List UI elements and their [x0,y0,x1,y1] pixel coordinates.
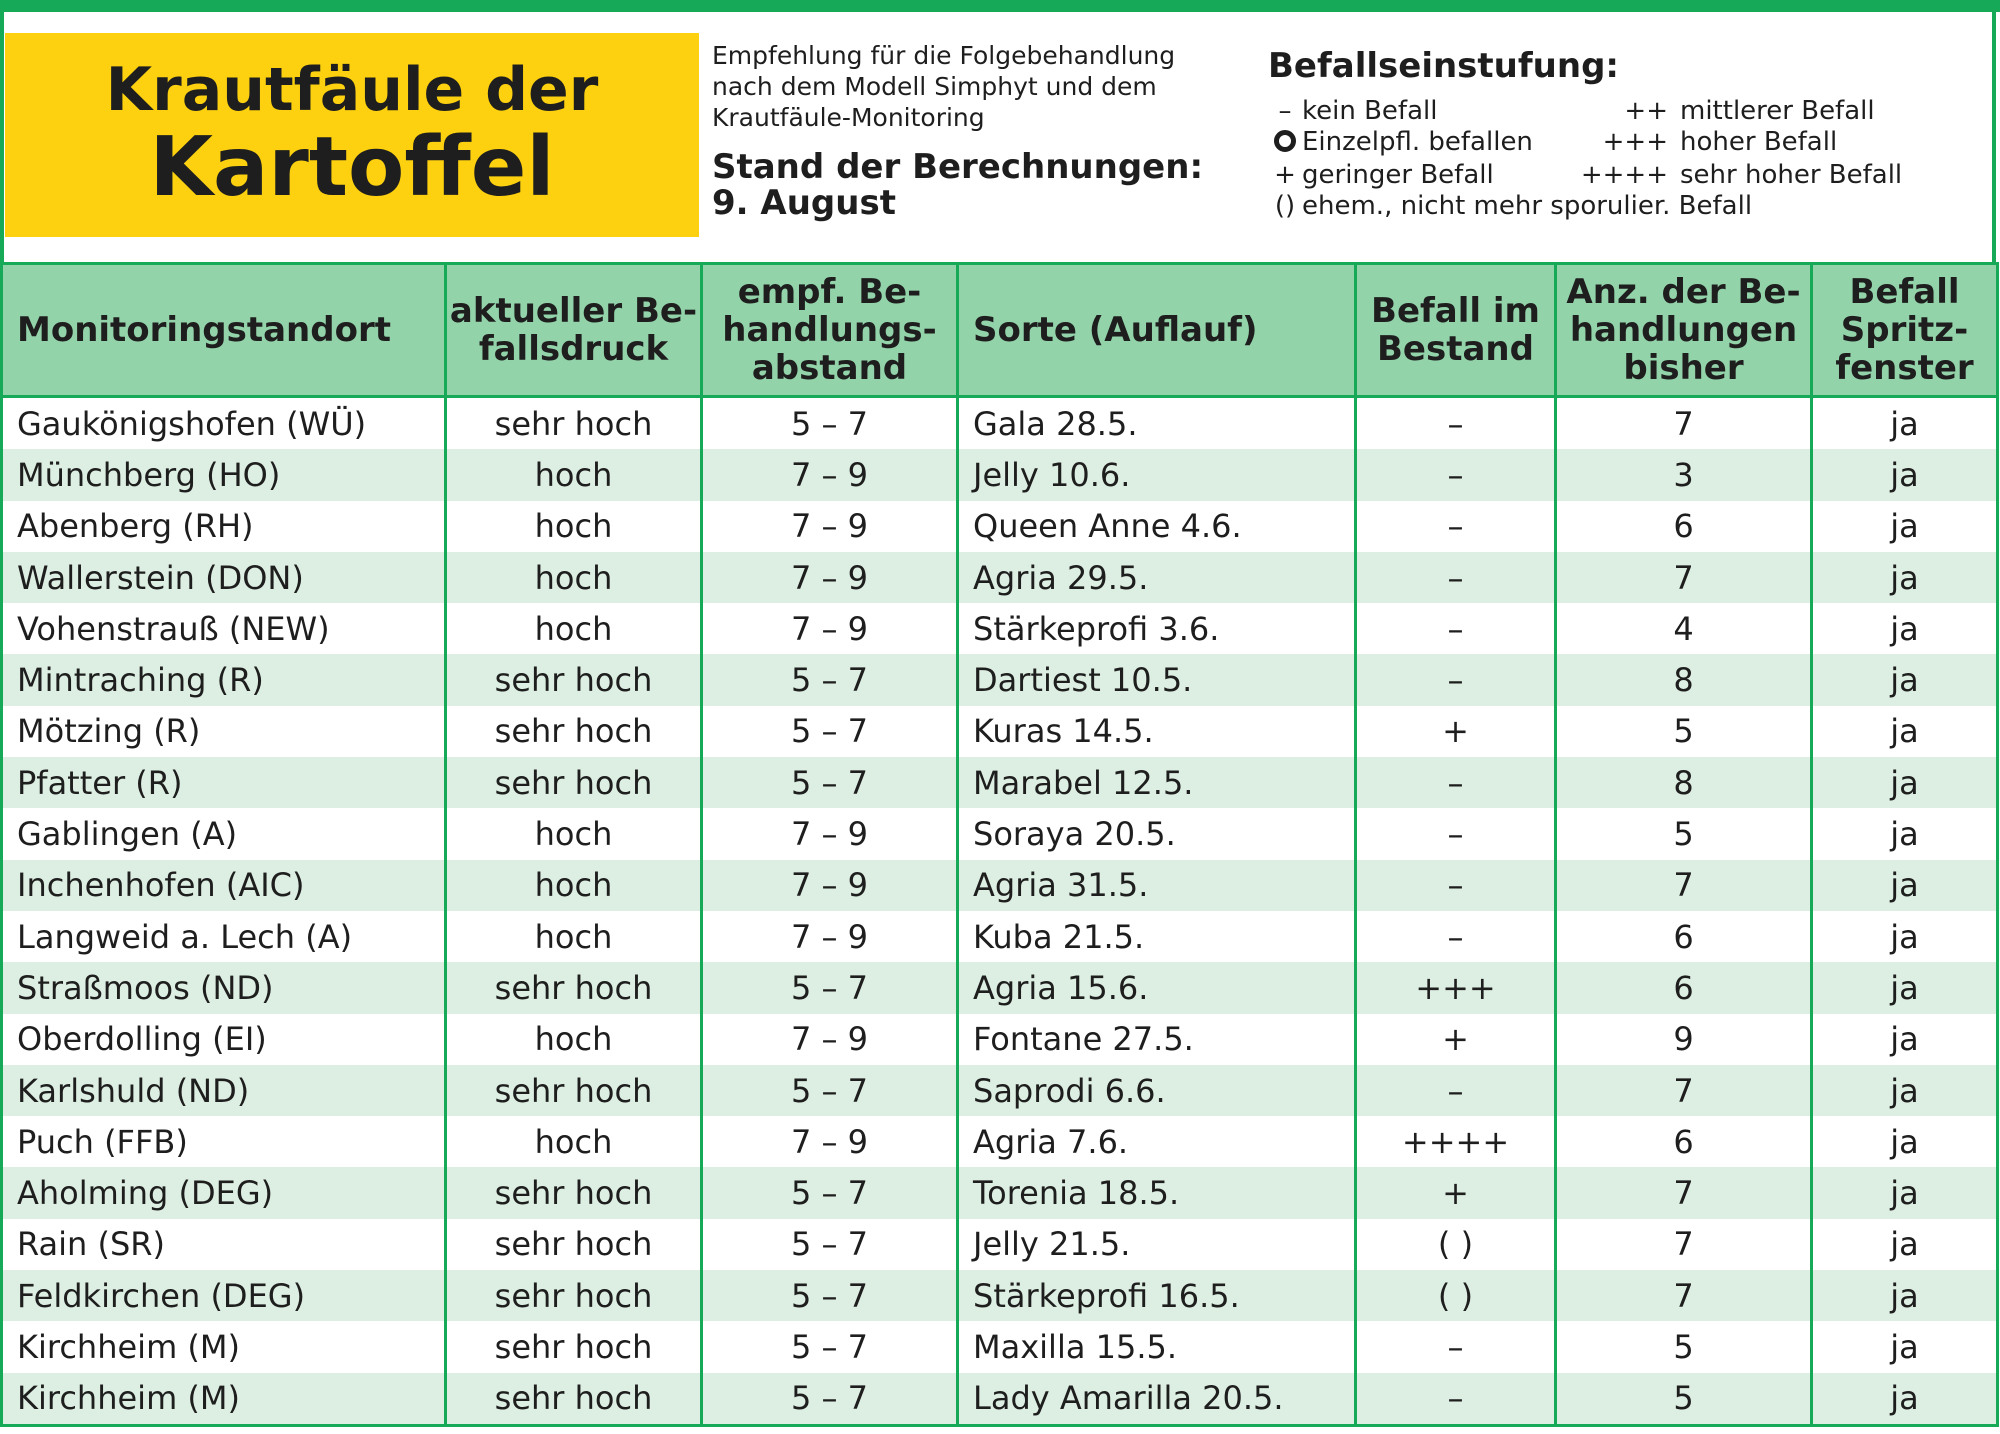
column-header-window: Befall Spritz- fenster [1812,264,1998,397]
cell-location: Münchberg (HO) [2,449,446,500]
legend-item [1268,127,1568,160]
title-box [5,33,699,237]
cell-infestation: – [1356,808,1556,859]
cell-pressure: sehr hoch [446,1321,702,1372]
table-row [2,1219,1998,1270]
cell-infestation: ( ) [1356,1219,1556,1270]
cell-variety: Saprodi 6.6. [958,1065,1356,1116]
legend-label: kein Befall [1302,96,1438,126]
cell-treatments: 7 [1556,552,1812,603]
cell-location: Straßmoos (ND) [2,962,446,1013]
table-header-row [2,264,1998,397]
info-lines [712,40,1212,133]
legend-item [1568,160,1988,191]
cell-interval: 7 – 9 [702,1116,958,1167]
cell-variety: Jelly 10.6. [958,449,1356,500]
cell-interval: 5 – 7 [702,1065,958,1116]
legend-label: ehem., nicht mehr sporulier. Befall [1302,191,1753,221]
cell-treatments: 9 [1556,1014,1812,1065]
table-row [2,911,1998,962]
cell-interval: 7 – 9 [702,808,958,859]
cell-variety: Lady Amarilla 20.5. [958,1373,1356,1426]
cell-window: ja [1812,1116,1998,1167]
cell-location: Inchenhofen (AIC) [2,860,446,911]
title-line-1: Krautfäule der [105,54,599,125]
cell-pressure: hoch [446,1116,702,1167]
cell-pressure: hoch [446,501,702,552]
table-row [2,603,1998,654]
cell-variety: Marabel 12.5. [958,757,1356,808]
cell-window: ja [1812,706,1998,757]
table-row [2,1065,1998,1116]
cell-location: Mötzing (R) [2,706,446,757]
table-row [2,1270,1998,1321]
cell-location: Gaukönigshofen (WÜ) [2,397,446,450]
cell-infestation: – [1356,757,1556,808]
legend-item [1268,96,1568,127]
table-body [2,397,1998,1426]
cell-pressure: hoch [446,911,702,962]
cell-pressure: hoch [446,552,702,603]
cell-location: Rain (SR) [2,1219,446,1270]
cell-interval: 7 – 9 [702,552,958,603]
cell-window: ja [1812,1065,1998,1116]
cell-location: Langweid a. Lech (A) [2,911,446,962]
cell-variety: Stärkeprofi 16.5. [958,1270,1356,1321]
cell-pressure: sehr hoch [446,397,702,450]
column-header-treatments: Anz. der Be- handlungen bisher [1556,264,1812,397]
cell-interval: 7 – 9 [702,603,958,654]
cell-interval: 5 – 7 [702,1373,958,1426]
cell-pressure: sehr hoch [446,1373,702,1426]
cell-window: ja [1812,757,1998,808]
cell-interval: 5 – 7 [702,1167,958,1218]
cell-treatments: 6 [1556,911,1812,962]
cell-variety: Agria 7.6. [958,1116,1356,1167]
legend-label: sehr hoher Befall [1680,160,1903,190]
cell-infestation: – [1356,654,1556,705]
cell-location: Feldkirchen (DEG) [2,1270,446,1321]
cell-infestation: ( ) [1356,1270,1556,1321]
table-row [2,501,1998,552]
cell-infestation: ++++ [1356,1116,1556,1167]
cell-pressure: sehr hoch [446,962,702,1013]
cell-infestation: – [1356,860,1556,911]
legend-symbol: +++ [1602,127,1668,157]
cell-pressure: hoch [446,603,702,654]
cell-treatments: 7 [1556,397,1812,450]
cell-pressure: hoch [446,860,702,911]
table-row [2,397,1998,450]
cell-treatments: 7 [1556,1270,1812,1321]
cell-interval: 5 – 7 [702,962,958,1013]
cell-interval: 5 – 7 [702,706,958,757]
column-header-variety: Sorte (Auflauf) [958,264,1356,397]
table-row [2,1167,1998,1218]
cell-variety: Soraya 20.5. [958,808,1356,859]
cell-interval: 7 – 9 [702,501,958,552]
cell-infestation: + [1356,706,1556,757]
cell-variety: Agria 31.5. [958,860,1356,911]
cell-pressure: sehr hoch [446,1219,702,1270]
cell-location: Kirchheim (M) [2,1373,446,1426]
cell-treatments: 5 [1556,1373,1812,1426]
cell-window: ja [1812,1270,1998,1321]
cell-location: Aholming (DEG) [2,1167,446,1218]
table-row [2,1014,1998,1065]
cell-treatments: 7 [1556,860,1812,911]
info-line: Empfehlung für die Folgebehandlung [712,41,1176,70]
cell-pressure: sehr hoch [446,1065,702,1116]
cell-infestation: – [1356,1321,1556,1372]
cell-interval: 5 – 7 [702,397,958,450]
cell-location: Pfatter (R) [2,757,446,808]
table-row [2,808,1998,859]
cell-location: Wallerstein (DON) [2,552,446,603]
cell-interval: 5 – 7 [702,654,958,705]
cell-infestation: + [1356,1167,1556,1218]
table-wrapper [0,262,1996,1427]
cell-variety: Jelly 21.5. [958,1219,1356,1270]
cell-variety: Fontane 27.5. [958,1014,1356,1065]
cell-pressure: hoch [446,1014,702,1065]
cell-pressure: sehr hoch [446,1270,702,1321]
cell-interval: 7 – 9 [702,1014,958,1065]
cell-location: Oberdolling (EI) [2,1014,446,1065]
cell-infestation: – [1356,1373,1556,1426]
cell-interval: 5 – 7 [702,1321,958,1372]
column-header-infestation: Befall im Bestand [1356,264,1556,397]
cell-window: ja [1812,808,1998,859]
cell-window: ja [1812,962,1998,1013]
cell-window: ja [1812,1014,1998,1065]
cell-infestation: – [1356,603,1556,654]
cell-window: ja [1812,397,1998,450]
legend-label: geringer Befall [1302,160,1494,190]
cell-window: ja [1812,654,1998,705]
cell-infestation: – [1356,911,1556,962]
legend-heading: Befallseinstufung: [1268,46,1620,86]
legend-item [1268,160,1568,191]
cell-window: ja [1812,860,1998,911]
cell-treatments: 6 [1556,1116,1812,1167]
cell-variety: Dartiest 10.5. [958,654,1356,705]
cell-treatments: 6 [1556,501,1812,552]
cell-interval: 7 – 9 [702,860,958,911]
cell-window: ja [1812,1321,1998,1372]
monitoring-table [0,262,1999,1427]
cell-infestation: – [1356,397,1556,450]
cell-location: Vohenstrauß (NEW) [2,603,446,654]
cell-window: ja [1812,449,1998,500]
cell-variety: Maxilla 15.5. [958,1321,1356,1372]
table-row [2,1321,1998,1372]
cell-window: ja [1812,911,1998,962]
cell-infestation: – [1356,449,1556,500]
circle-icon [1274,130,1296,152]
cell-treatments: 7 [1556,1065,1812,1116]
cell-variety: Torenia 18.5. [958,1167,1356,1218]
column-header-interval: empf. Be- handlungs- abstand [702,264,958,397]
cell-window: ja [1812,1219,1998,1270]
stand-date: 9. August [712,183,896,223]
cell-location: Puch (FFB) [2,1116,446,1167]
table-row [2,654,1998,705]
top-bar [0,0,2000,12]
cell-window: ja [1812,552,1998,603]
cell-pressure: sehr hoch [446,654,702,705]
title-line-2: Kartoffel [149,119,555,215]
cell-variety: Gala 28.5. [958,397,1356,450]
legend-label: Einzelpfl. befallen [1302,127,1533,157]
cell-treatments: 3 [1556,449,1812,500]
table-row [2,757,1998,808]
cell-pressure: hoch [446,449,702,500]
cell-pressure: sehr hoch [446,1167,702,1218]
cell-pressure: sehr hoch [446,757,702,808]
cell-treatments: 8 [1556,757,1812,808]
legend-symbol: ++++ [1580,160,1668,190]
legend-symbol: ++ [1624,96,1668,126]
cell-location: Gablingen (A) [2,808,446,859]
table-row [2,860,1998,911]
cell-treatments: 4 [1556,603,1812,654]
table-row [2,1373,1998,1426]
cell-variety: Agria 15.6. [958,962,1356,1013]
legend-symbol: + [1274,160,1296,190]
legend-label: mittlerer Befall [1680,96,1875,126]
cell-pressure: hoch [446,808,702,859]
legend-symbol: () [1274,191,1296,221]
cell-window: ja [1812,1373,1998,1426]
cell-treatments: 7 [1556,1219,1812,1270]
cell-window: ja [1812,1167,1998,1218]
cell-location: Karlshuld (ND) [2,1065,446,1116]
table-row [2,1116,1998,1167]
cell-treatments: 8 [1556,654,1812,705]
cell-treatments: 5 [1556,808,1812,859]
cell-treatments: 6 [1556,962,1812,1013]
column-header-location: Monitoringstandort [2,264,446,397]
cell-variety: Queen Anne 4.6. [958,501,1356,552]
info-line: Krautfäule-Monitoring [712,103,985,132]
cell-variety: Kuba 21.5. [958,911,1356,962]
cell-infestation: – [1356,552,1556,603]
legend-symbol: – [1278,96,1292,126]
info-line: nach dem Modell Simphyt und dem [712,72,1157,101]
cell-variety: Agria 29.5. [958,552,1356,603]
column-header-pressure: aktueller Be- fallsdruck [446,264,702,397]
legend-symbol-circle [1268,127,1302,160]
legend-grid [1268,96,1988,222]
cell-infestation: + [1356,1014,1556,1065]
cell-location: Mintraching (R) [2,654,446,705]
cell-treatments: 5 [1556,706,1812,757]
cell-treatments: 5 [1556,1321,1812,1372]
cell-location: Kirchheim (M) [2,1321,446,1372]
cell-variety: Kuras 14.5. [958,706,1356,757]
cell-interval: 5 – 7 [702,1219,958,1270]
legend-item [1568,127,1988,160]
cell-pressure: sehr hoch [446,706,702,757]
cell-interval: 7 – 9 [702,449,958,500]
cell-treatments: 7 [1556,1167,1812,1218]
table-row [2,706,1998,757]
legend-item [1268,191,1988,222]
cell-window: ja [1812,603,1998,654]
table-row [2,962,1998,1013]
cell-infestation: – [1356,1065,1556,1116]
legend-item [1568,96,1988,127]
table-row [2,449,1998,500]
cell-location: Abenberg (RH) [2,501,446,552]
cell-interval: 7 – 9 [702,911,958,962]
cell-interval: 5 – 7 [702,757,958,808]
legend [1268,46,1988,222]
cell-window: ja [1812,501,1998,552]
table-row [2,552,1998,603]
cell-infestation: – [1356,501,1556,552]
cell-variety: Stärkeprofi 3.6. [958,603,1356,654]
legend-label: hoher Befall [1680,127,1838,157]
cell-interval: 5 – 7 [702,1270,958,1321]
cell-infestation: +++ [1356,962,1556,1013]
info-block [712,40,1212,221]
stand-label: Stand der Berechnungen: [712,147,1204,187]
